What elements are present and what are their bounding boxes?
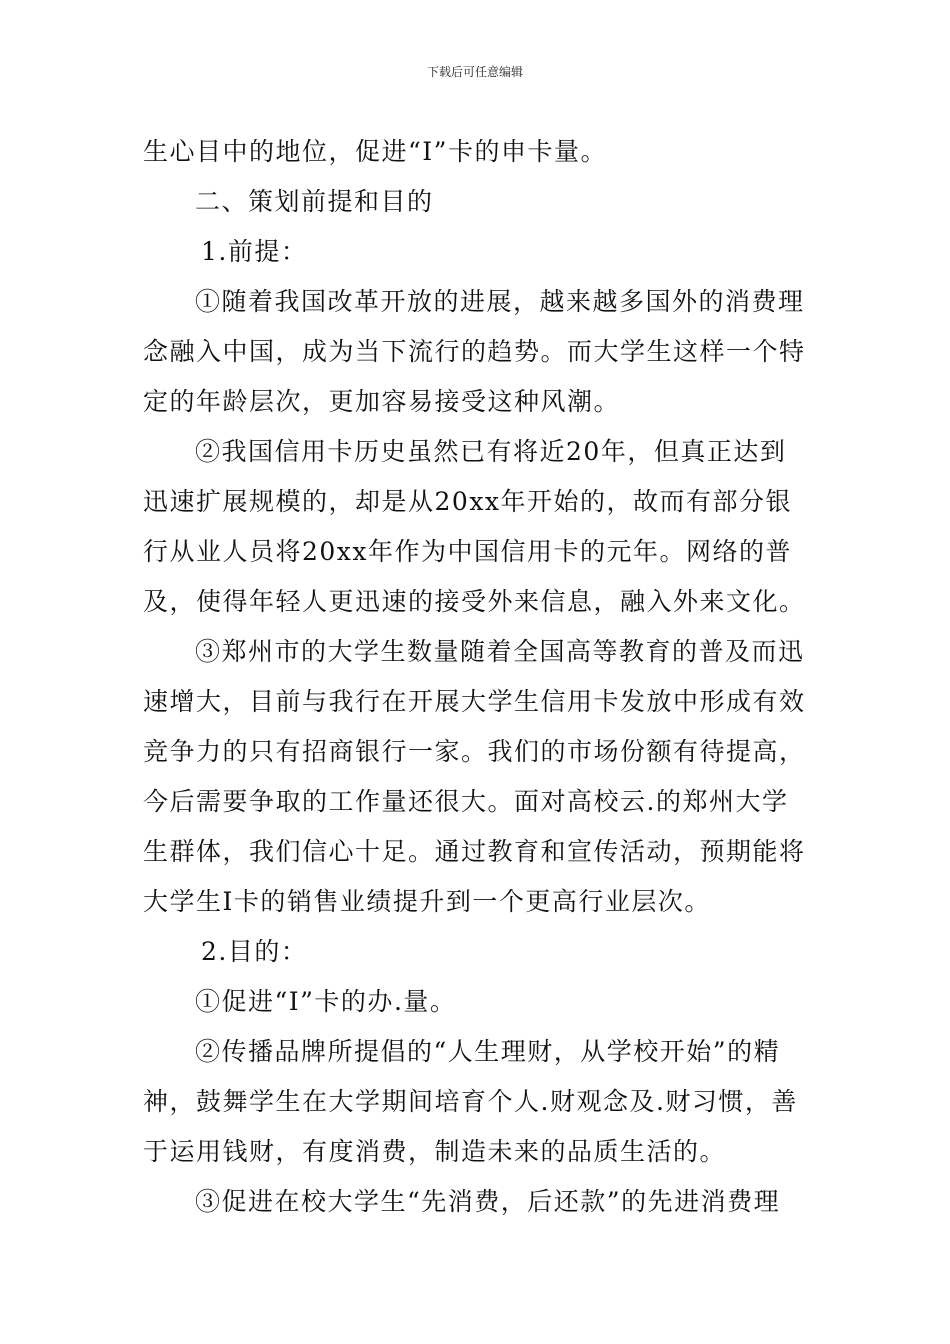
paragraph-continuation: 生心目中的地位，促进“I”卡的申卡量。 (143, 137, 607, 166)
paragraph-goal-2: ②传播品牌所提倡的“人生理财，从学校开始”的精神，鼓舞学生在大学期间培育个人.财观念及.财习惯，善于运用钱财，有度消费，制造未来的品质生活的。 (143, 1037, 798, 1166)
paragraph-goal-1: ①促进“I”卡的办.量。 (195, 987, 457, 1016)
document-body (143, 127, 811, 1227)
section-heading: 二、策划前提和目的 (195, 187, 434, 216)
paragraph-premise-2: ②我国信用卡历史虽然已有将近20年，但真正达到迅速扩展规模的，却是从20xx年开始的，故而有部分银行从业人员将20xx年作为中国信用卡的元年。网络的普及，使得年轻人更迅速的接受外来信息，融入外来文化。 (143, 437, 806, 616)
paragraph-premise-3: ③郑州市的大学生数量随着全国高等教育的普及而迅速增大，目前与我行在开展大学生信用卡发放中形成有效竞争力的只有招商银行一家。我们的市场份额有待提高，今后需要争取的工作量还很大。面对高校云.的郑州大学生群体，我们信心十足。通过教育和宣传活动，预期能将大学生I卡的销售业绩提升到一个更高行业层次。 (143, 637, 806, 916)
paragraph-premise-1: ①随着我国改革开放的进展，越来越多国外的消费理念融入中国，成为当下流行的趋势。而大学生这样一个特定的年龄层次，更加容易接受这种风潮。 (143, 287, 806, 416)
page-header: 下载后可任意编辑 (426, 65, 523, 79)
subsection-heading-premise: 1.前提： (201, 237, 308, 266)
subsection-heading-goal: 2.目的： (201, 937, 308, 966)
paragraph-goal-3: ③促进在校大学生“先消费，后还款”的先进消费理 (195, 1187, 781, 1216)
